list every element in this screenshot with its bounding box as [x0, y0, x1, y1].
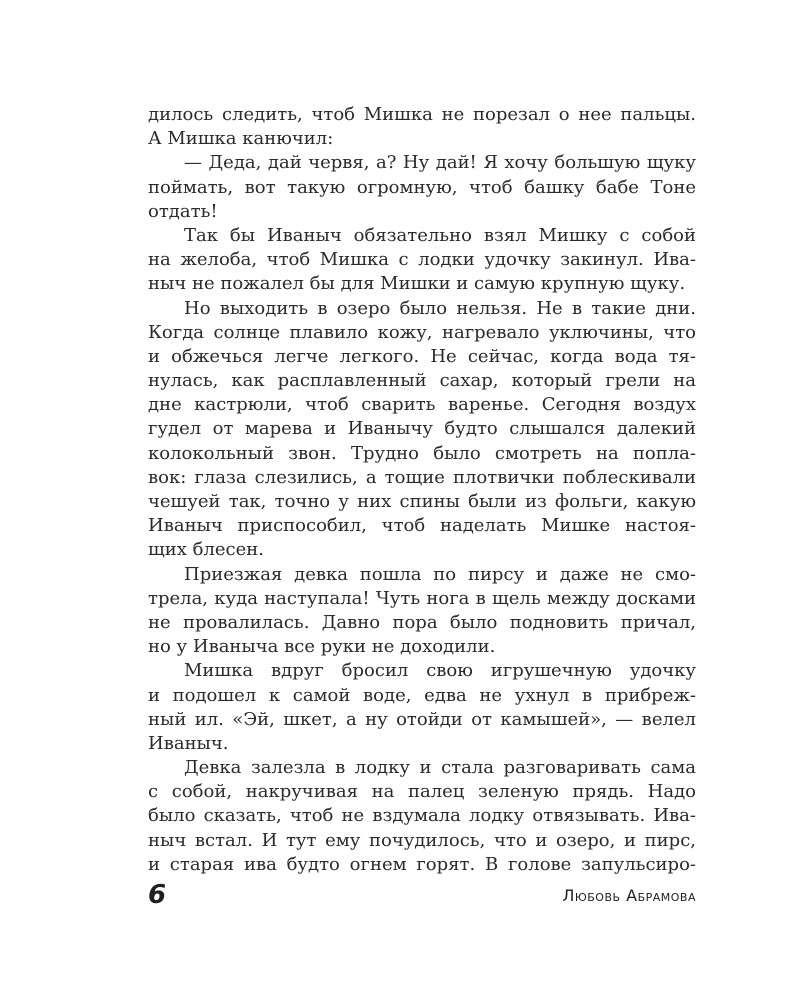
page-footer [148, 878, 696, 912]
text-line: Приезжая девка пошла по пирсу и даже не смо- [184, 563, 696, 585]
text-line: Но выходить в озеро было нельзя. Не в такие дни. [184, 297, 696, 319]
text-line: ный ил. «Эй, шкет, а ну отойди от камышей», — велел [148, 708, 696, 730]
text-line: гудел от марева и Иванычу будто слышался далекий [148, 418, 696, 440]
text-line: Иваныч. [148, 732, 229, 754]
text-line: поймать, вот такую огромную, чтоб башку бабе Тоне [148, 176, 696, 198]
text-line: но у Иваныча все руки не доходили. [148, 636, 496, 658]
text-line: и старая ива будто огнем горят. В голове запульсиро- [148, 853, 696, 875]
text-line: чешуей так, точно у них спины были из фольги, какую [148, 491, 696, 512]
text-line: колокольный звон. Трудно было смотреть на попла- [148, 442, 696, 464]
running-head-author: Любовь Абрамова [562, 886, 696, 905]
text-line: ныч не пожалел бы для Мишки и самую крупную щуку. [148, 273, 686, 295]
text-line: Девка залезла в лодку и стала разговаривать сама [184, 757, 696, 779]
text-line: Мишка вдруг бросил свою игрушечную удочку [184, 660, 696, 682]
text-line: трела, куда наступала! Чуть нога в щель между досками [148, 587, 696, 609]
text-line: Так бы Иваныч обязательно взял Мишку с собой [184, 224, 696, 246]
text-line: щих блесен. [148, 539, 264, 561]
text-line: Когда солнце плавило кожу, нагревало уключины, что [148, 321, 696, 343]
text-line: — Деда, дай червя, а? Ну дай! Я хочу большую щуку [184, 152, 696, 174]
text-line: дне кастрюли, чтоб сварить варенье. Сегодня воздух [148, 394, 696, 416]
text-line: дилось следить, чтоб Мишка не порезал о нее пальцы. [148, 104, 696, 125]
page-number: 6 [148, 880, 167, 910]
text-line: и обжечься легче легкого. Не сейчас, когда вода тя- [148, 345, 696, 367]
text-line: А Мишка канючил: [148, 128, 334, 150]
text-line: нулась, как расплавленный сахар, который грели на [148, 370, 696, 392]
text-line: ныч встал. И тут ему почудилось, что и озеро, и пирс, [148, 829, 696, 851]
text-line: было сказать, чтоб не вздумала лодку отвязывать. Ива- [148, 805, 696, 827]
text-line: отдать! [148, 200, 218, 222]
body-text [148, 103, 696, 877]
text-line: Иваныч приспособил, чтоб наделать Мишке настоя- [148, 515, 696, 537]
text-line: не провалилась. Давно пора было подновить причал, [148, 611, 696, 633]
text-line: вок: глаза слезились, а тощие плотвички поблескивали [148, 466, 696, 488]
text-line: с собой, накручивая на палец зеленую прядь. Надо [148, 781, 696, 803]
text-line: и подошел к самой воде, едва не ухнул в прибреж- [148, 684, 696, 706]
text-line: на желоба, чтоб Мишка с лодки удочку закинул. Ива- [148, 249, 696, 271]
